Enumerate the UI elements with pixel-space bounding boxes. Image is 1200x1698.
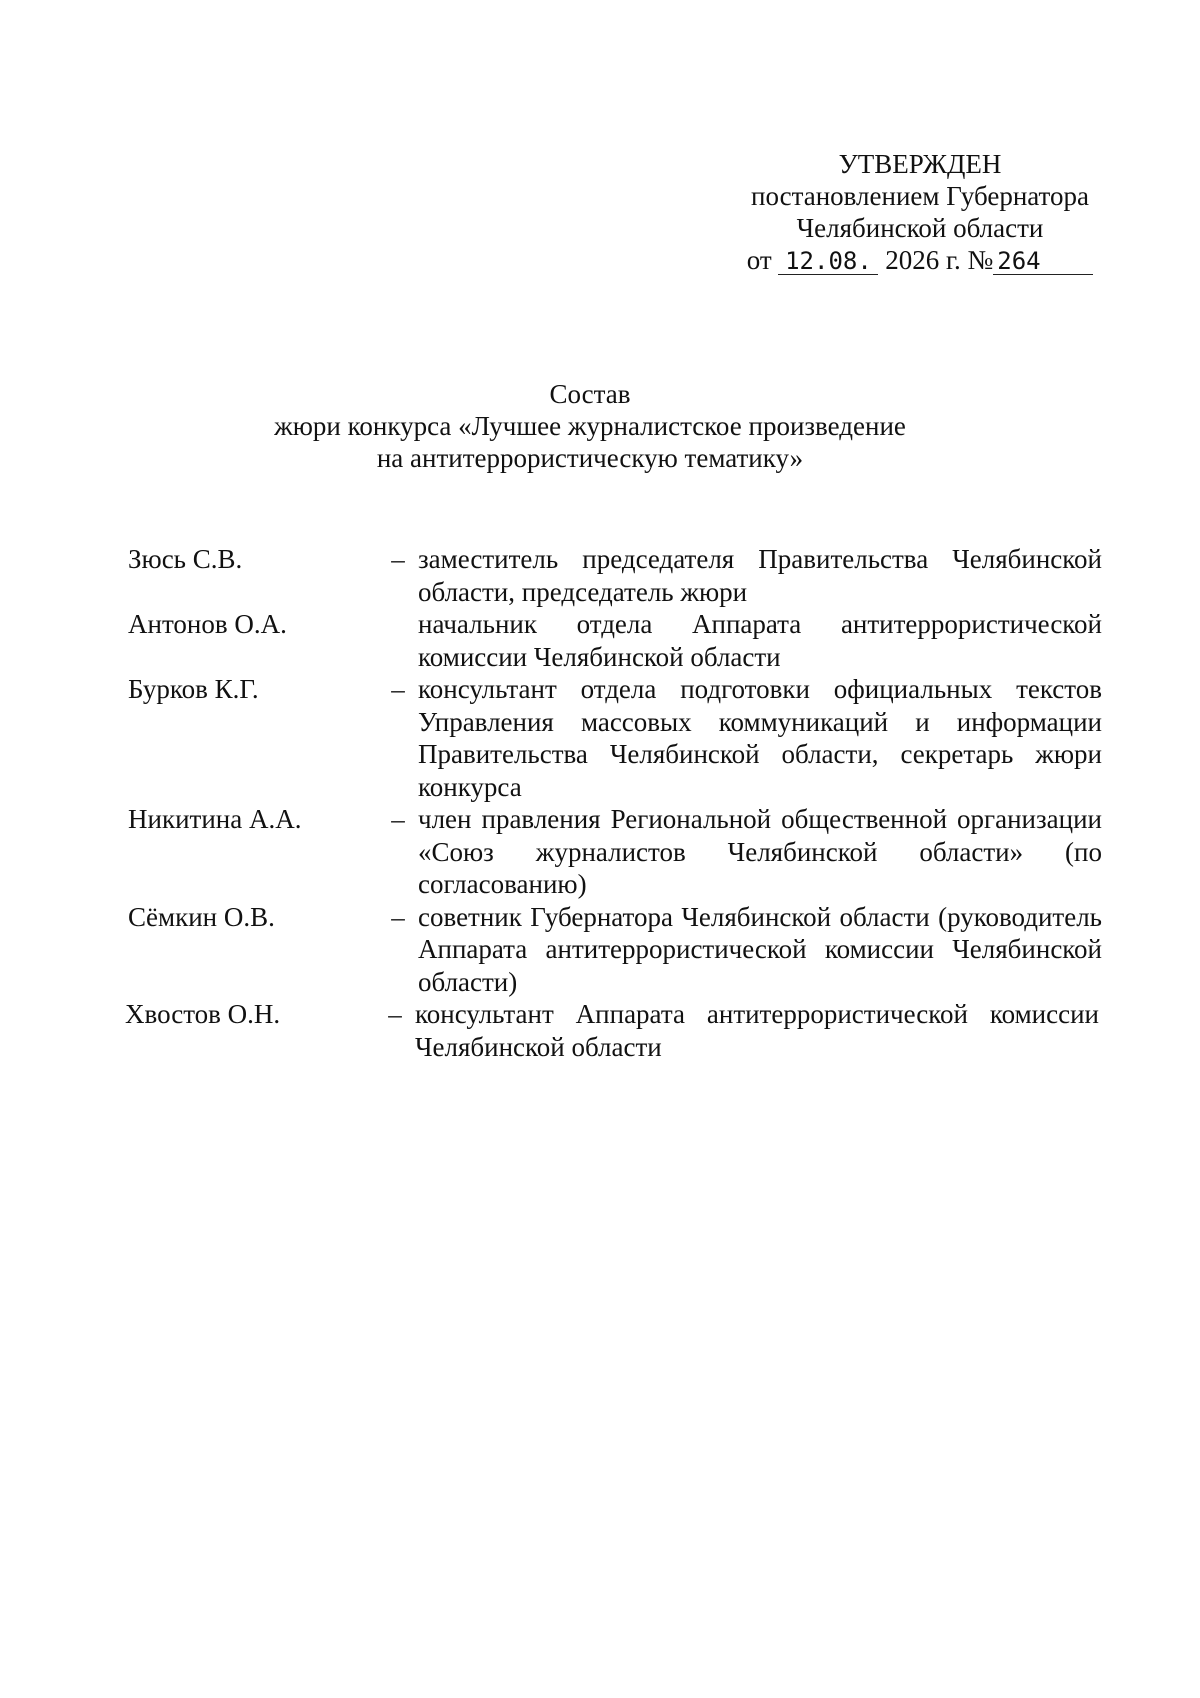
- member-row: [128, 673, 1108, 803]
- member-name: Никитина А.А.: [128, 804, 302, 834]
- member-row: [128, 803, 1108, 901]
- member-role: начальник отдела Аппарата антитеррористической комиссии Челябинской области: [418, 609, 1102, 672]
- member-row: [125, 998, 1108, 1063]
- member-dash: –: [391, 544, 405, 574]
- member-dash: –: [388, 999, 402, 1029]
- member-row: [128, 901, 1108, 999]
- member-dash: –: [391, 674, 405, 704]
- document-number: 264: [993, 248, 1093, 275]
- jury-members-list: [125, 543, 1108, 1063]
- member-name: Бурков К.Г.: [128, 674, 259, 704]
- title-line-2: жюри конкурса «Лучшее журналистское произведение: [274, 411, 906, 441]
- member-role: заместитель председателя Правительства Челябинской области, председатель жюри: [418, 544, 1102, 607]
- approval-stamp-block: [730, 148, 1110, 276]
- member-row: [128, 543, 1108, 608]
- date-value: 12.08.: [778, 248, 878, 275]
- date-prefix: от: [746, 245, 772, 275]
- date-suffix: 2026 г. №: [885, 245, 994, 275]
- member-name: Сёмкин О.В.: [128, 901, 275, 932]
- approval-heading: УТВЕРЖДЕН: [838, 149, 1002, 179]
- member-dash: –: [391, 901, 405, 932]
- title-line-1: Состав: [549, 379, 631, 409]
- member-name: Хвостов О.Н.: [125, 999, 281, 1029]
- title-line-3: на антитеррористическую тематику»: [376, 443, 804, 473]
- approval-line-2: Челябинской области: [796, 213, 1044, 243]
- member-name: Зюсь С.В.: [128, 544, 243, 574]
- member-name: Антонов О.А.: [128, 609, 287, 639]
- member-role: консультант Аппарата антитеррористической комиссии Челябинской области: [415, 999, 1099, 1062]
- document-title: [160, 378, 1020, 474]
- member-row: [128, 608, 1108, 673]
- member-dash: –: [391, 804, 405, 834]
- member-role: советник Губернатора Челябинской области (руководитель Аппарата антитеррористической комиссии Челябинской области): [418, 901, 1102, 997]
- member-role: консультант отдела подготовки официальных текстов Управления массовых коммуникаций и информации Правительства Челябинской области, секретарь жюри конкурса: [418, 674, 1102, 802]
- member-role: член правления Региональной общественной организации «Союз журналистов Челябинской области» (по согласованию): [418, 804, 1102, 899]
- approval-date-line: [730, 244, 1110, 276]
- approval-line-1: постановлением Губернатора: [751, 181, 1089, 211]
